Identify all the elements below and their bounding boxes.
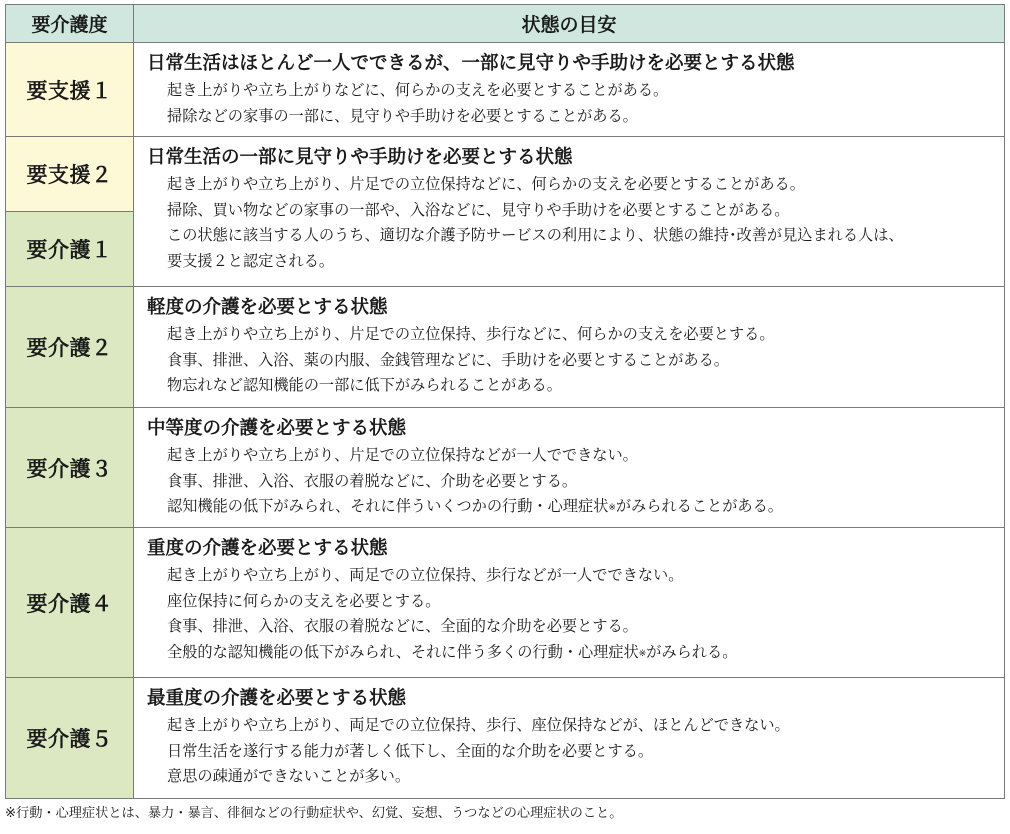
footnote: ※行動・心理症状とは、暴力・暴言、徘徊などの行動症状や、幻覚、妄想、うつなどの心理症状のこと。 xyxy=(5,806,623,821)
table-row xyxy=(6,528,1005,678)
state-line xyxy=(167,640,996,666)
level-cell: 要支援１ xyxy=(6,43,134,137)
state-title: 重度の介護を必要とする状態 xyxy=(147,538,388,559)
header-state: 状態の目安 xyxy=(134,5,1005,43)
note-mark: ※ xyxy=(608,503,616,513)
table-row xyxy=(6,287,1005,408)
description-cell xyxy=(134,408,1005,528)
description-cell xyxy=(134,678,1005,799)
state-line: 起き上がりや立ち上がり、両足での立位保持、歩行などが一人でできない。 xyxy=(167,566,684,584)
state-lines xyxy=(147,441,996,520)
state-lines xyxy=(147,76,996,129)
state-line-text: がみられることがある。 xyxy=(615,497,783,515)
description-cell xyxy=(134,137,1005,287)
state-line: 掃除、買い物などの家事の一部や、入浴などに、見守りや手助けを必要とすることがある。 xyxy=(167,200,790,219)
state-lines xyxy=(147,561,996,665)
level-cell: 要介護４ xyxy=(6,528,134,678)
level-cell: 要介護３ xyxy=(6,408,134,528)
table-row xyxy=(6,408,1005,528)
description-cell xyxy=(134,287,1005,408)
state-line: 食事、排泄、入浴、衣服の着脱などに、介助を必要とする。 xyxy=(167,471,578,490)
table-row xyxy=(6,43,1005,137)
state-line: 座位保持に何らかの支えを必要とする。 xyxy=(167,591,441,610)
table-row xyxy=(6,678,1005,799)
note-mark: ※ xyxy=(638,648,647,659)
state-line: 起き上がりや立ち上がり、片足での立位保持などが一人でできない。 xyxy=(167,446,638,464)
description-cell xyxy=(134,43,1005,137)
state-title: 軽度の介護を必要とする状態 xyxy=(147,297,388,318)
state-line xyxy=(167,494,996,520)
state-title: 中等度の介護を必要とする状態 xyxy=(147,418,407,439)
table-row xyxy=(6,137,1005,212)
state-line: 起き上がりや立ち上がりなどに、何らかの支えを必要とすることがある。 xyxy=(167,81,669,99)
state-line: 起き上がりや立ち上がり、片足での立位保持、歩行などに、何らかの支えを必要とする。 xyxy=(167,325,775,343)
state-line: 意思の疎通ができないことが多い。 xyxy=(167,767,410,785)
state-line-text: 認知機能の低下がみられ、それに伴ういくつかの行動・心理症状 xyxy=(167,497,609,515)
state-line: 掃除などの家事の一部に、見守りや手助けを必要とすることがある。 xyxy=(167,106,638,125)
level-cell: 要支援２ xyxy=(6,137,134,212)
state-line: 要支援２と認定される。 xyxy=(167,251,335,270)
state-title: 日常生活の一部に見守りや手助けを必要とする状態 xyxy=(147,147,573,168)
state-line-text: がみられる。 xyxy=(646,642,738,661)
state-line: 食事、排泄、入浴、薬の内服、金銭管理などに、手助けを必要とすることがある。 xyxy=(167,350,729,369)
state-line: 食事、排泄、入浴、衣服の着脱などに、全面的な介助を必要とする。 xyxy=(167,617,638,635)
state-title: 日常生活はほとんど一人でできるが、一部に見守りや手助けを必要とする状態 xyxy=(147,53,795,74)
table-header-row xyxy=(6,5,1005,43)
level-cell: 要介護２ xyxy=(6,287,134,408)
state-lines xyxy=(147,170,996,274)
state-line: 起き上がりや立ち上がり、両足での立位保持、歩行、座位保持などが、ほとんどできない。 xyxy=(167,716,790,734)
header-level: 要介護度 xyxy=(6,5,134,43)
care-level-table xyxy=(5,4,1005,799)
description-cell xyxy=(134,528,1005,678)
state-title: 最重度の介護を必要とする状態 xyxy=(147,688,407,709)
level-cell: 要介護１ xyxy=(6,212,134,287)
state-lines xyxy=(147,711,996,790)
level-cell: 要介護５ xyxy=(6,678,134,799)
state-line: 物忘れなど認知機能の一部に低下がみられることがある。 xyxy=(167,376,562,394)
state-line: この状態に該当する人のうち、適切な介護予防サービスの利用により、状態の維持･改善が見込まれる人は、 xyxy=(167,226,904,244)
state-lines xyxy=(147,320,996,399)
state-line-text: 全般的な認知機能の低下がみられ、それに伴う多くの行動・心理症状 xyxy=(167,642,639,661)
state-line: 日常生活を遂行する能力が著しく低下し、全面的な介助を必要とする。 xyxy=(167,741,653,760)
state-line: 起き上がりや立ち上がり、片足での立位保持などに、何らかの支えを必要とすることがある。 xyxy=(167,175,805,193)
